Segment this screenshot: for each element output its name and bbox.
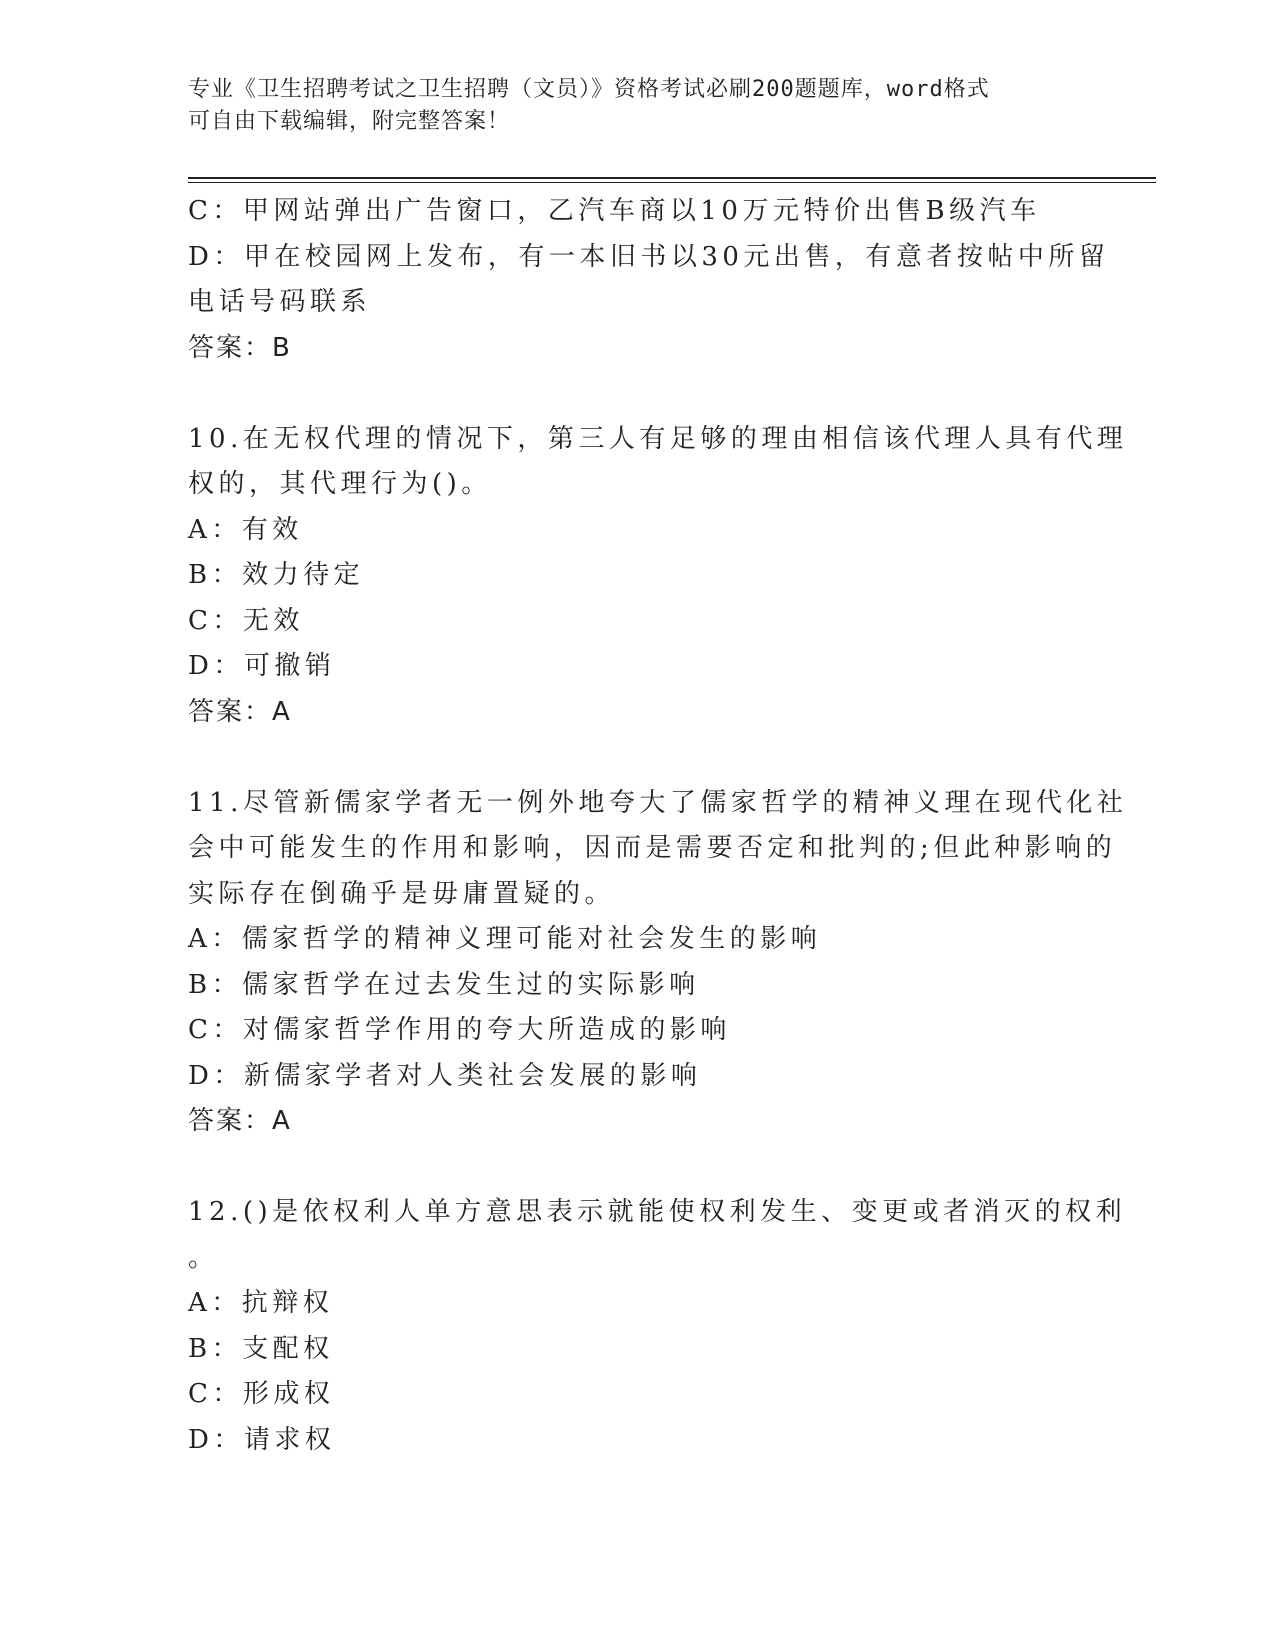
- question-12-block: [188, 1190, 1127, 1463]
- question-11-option-a: A：儒家哲学的精神义理可能对社会发生的影响: [188, 924, 822, 954]
- question-12-stem-line-1: 12.()是依权利人单方意思表示就能使权利发生、变更或者消灭的权利: [188, 1197, 1127, 1227]
- question-10-option-d: D：可撤销: [188, 651, 336, 681]
- question-9-option-d-line-2: 电话号码联系: [188, 287, 372, 317]
- header-title-line-2: 可自由下载编辑，附完整答案！: [188, 109, 511, 134]
- question-10-stem-line-2: 权的，其代理行为()。: [188, 469, 492, 499]
- question-10-stem-line-1: 10.在无权代理的情况下，第三人有足够的理由相信该代理人具有代理: [188, 423, 1128, 454]
- spacer: [188, 735, 1068, 781]
- question-11-option-b: B：儒家哲学在过去发生过的实际影响: [188, 969, 700, 1000]
- question-11-option-c: C：对儒家哲学作用的夸大所造成的影响: [188, 1015, 731, 1045]
- question-12-option-c: C：形成权: [188, 1379, 335, 1409]
- question-9-answer: 答案：B: [188, 332, 292, 363]
- question-11-option-d: D：新儒家学者对人类社会发展的影响: [188, 1060, 702, 1091]
- question-12-option-d: D：请求权: [188, 1424, 336, 1455]
- question-9-option-d-line-1: D：甲在校园网上发布，有一本旧书以30元出售，有意者按帖中所留: [188, 241, 1110, 272]
- question-12-option-a: A：抗辩权: [188, 1288, 334, 1318]
- question-content: [188, 189, 1128, 1463]
- question-12-option-b: B：支配权: [188, 1333, 334, 1364]
- document-header: [188, 74, 1068, 138]
- question-10-option-b: B：效力待定: [188, 560, 365, 590]
- question-11-answer: 答案：A: [188, 1106, 292, 1136]
- question-9-block: [188, 189, 1110, 371]
- question-11-block: [188, 781, 1128, 1145]
- question-10-block: [188, 417, 1128, 736]
- header-divider-thick: [188, 177, 1156, 179]
- question-11-stem-line-1: 11.尽管新儒家学者无一例外地夸大了儒家哲学的精神义理在现代化社: [188, 787, 1128, 818]
- header-title-line-1: 专业《卫生招聘考试之卫生招聘（文员）》资格考试必刷200题题库，word格式: [188, 77, 990, 102]
- question-11-stem-line-3: 实际存在倒确乎是毋庸置疑的。: [188, 878, 616, 909]
- header-divider-thin: [188, 182, 1156, 183]
- question-9-option-c: C：甲网站弹出广告窗口，乙汽车商以10万元特价出售B级汽车: [188, 196, 1041, 226]
- spacer: [188, 1145, 1068, 1191]
- question-11-stem-line-2: 会中可能发生的作用和影响，因而是需要否定和批判的;但此种影响的: [188, 833, 1117, 863]
- question-12-stem-line-2: 。: [188, 1242, 219, 1273]
- question-10-option-c: C：无效: [188, 605, 304, 636]
- question-10-option-a: A：有效: [188, 514, 303, 545]
- question-10-answer: 答案：A: [188, 696, 292, 727]
- spacer: [188, 371, 1068, 417]
